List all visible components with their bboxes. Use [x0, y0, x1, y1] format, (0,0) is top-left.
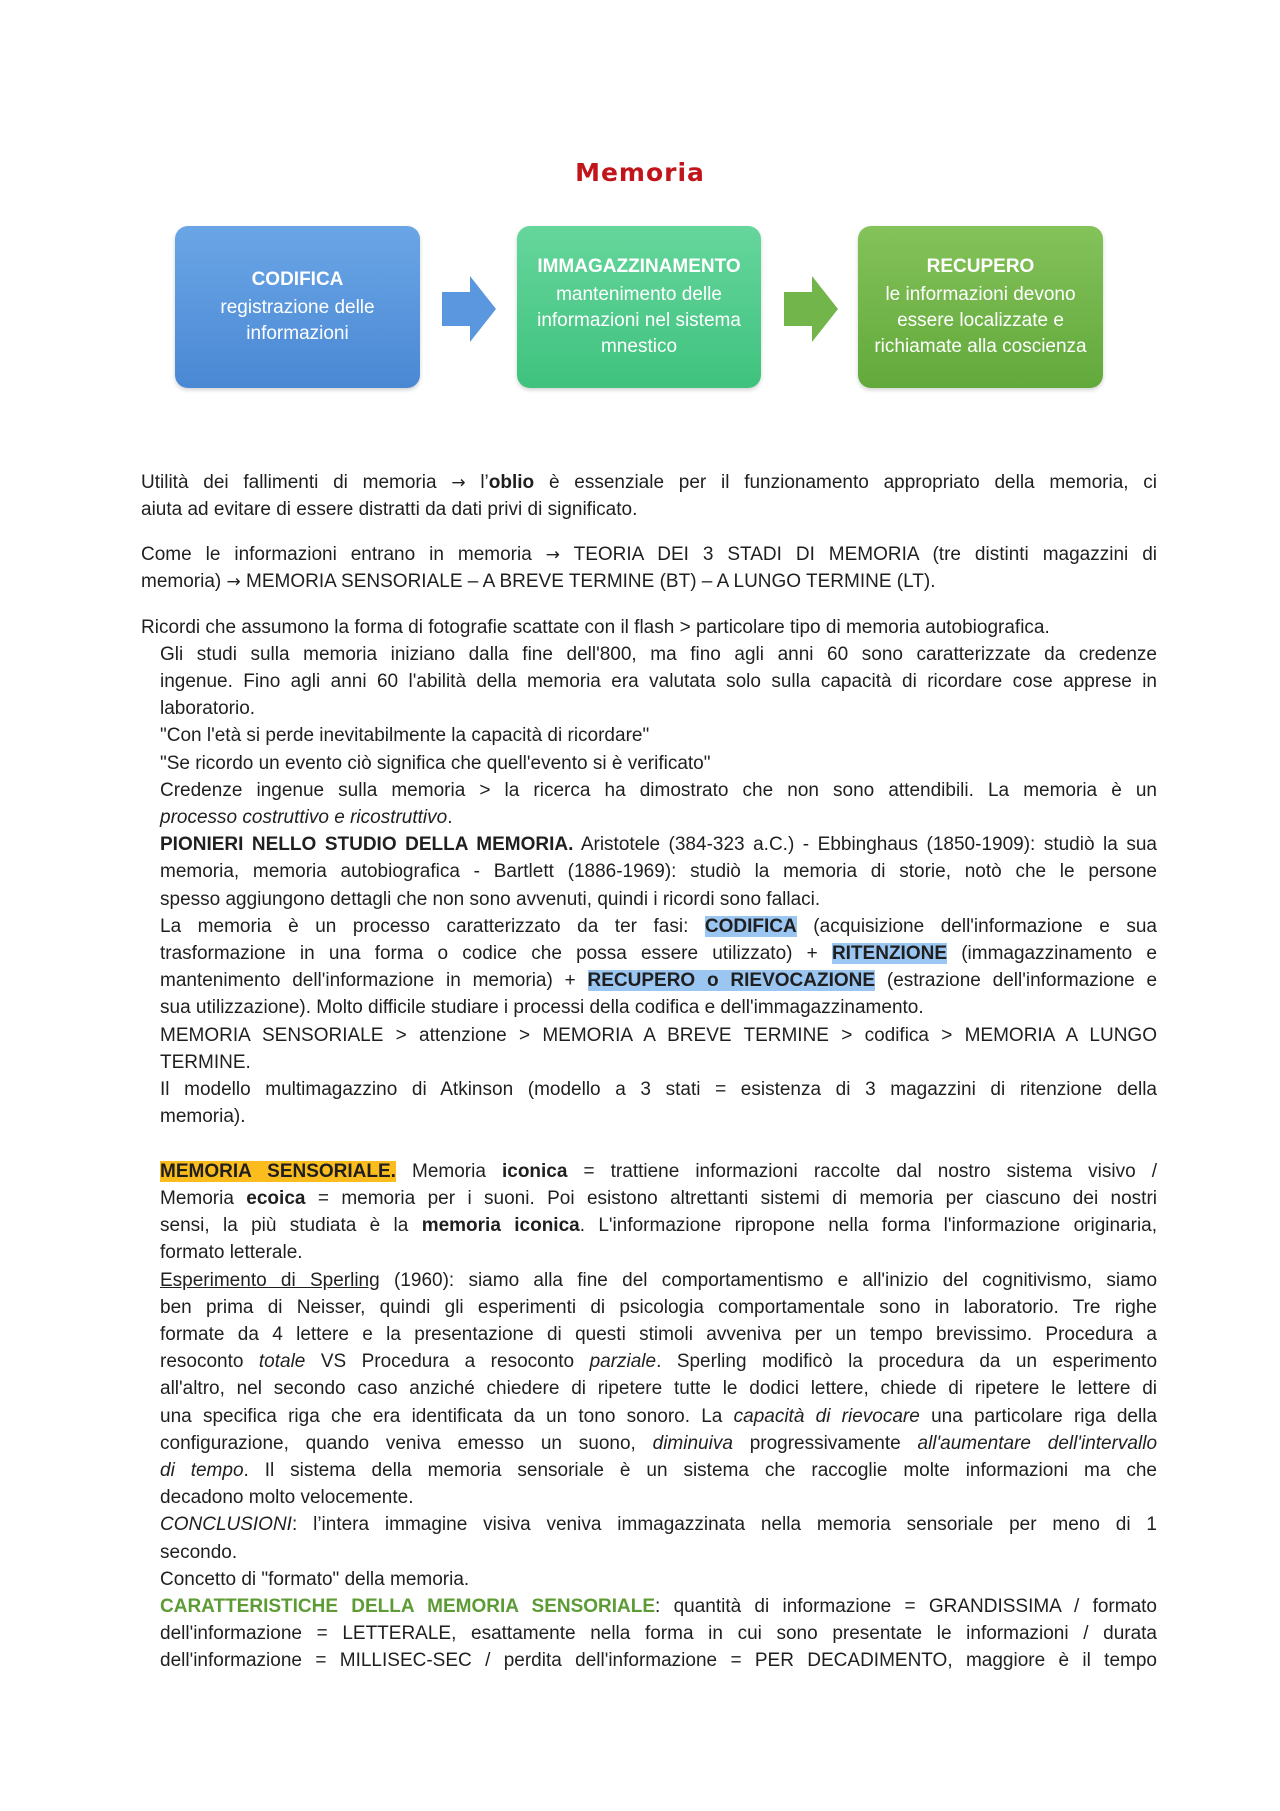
paragraph-line: MEMORIA SENSORIALE. Memoria iconica = trattiene informazioni raccolte dal nostro sistema visivo / [160, 1161, 1157, 1182]
arrow-right-icon: → [451, 473, 466, 493]
paragraph-line: memoria, memoria autobiografica - Bartlett (1886-1969): studiò la memoria di storie, notò che le persone [160, 861, 1157, 882]
arrow-right-icon: → [545, 545, 560, 565]
paragraph-line: "Se ricordo un evento ciò significa che quell'evento si è verificato" [160, 753, 711, 774]
paragraph-line: sua utilizzazione). Molto difficile studiare i processi della codifica e dell'immagazzinamento. [160, 997, 924, 1018]
paragraph-line: CONCLUSIONI: l’intera immagine visiva veniva immagazzinata nella memoria sensoriale per meno di 1 [160, 1514, 1157, 1535]
paragraph-line: Credenze ingenue sulla memoria > la ricerca ha dimostrato che non sono attendibili. La memoria è un [160, 780, 1157, 801]
paragraph-line: spesso aggiungono dettagli che non sono avvenuti, quindi i ricordi sono fallaci. [160, 889, 821, 910]
paragraph-line: dell'informazione = MILLISEC-SEC / perdita dell'informazione = PER DECADIMENTO, maggiore è il tempo [160, 1650, 1157, 1671]
arrow-right-icon [782, 274, 842, 344]
paragraph-line: decadono molto velocemente. [160, 1487, 414, 1508]
paragraph-line: una specifica riga che era identificata da un tono sonoro. La capacità di rievocare una particolare riga della [160, 1406, 1158, 1427]
paragraph-line: Come le informazioni entrano in memoria → TEORIA DEI 3 STADI DI MEMORIA (tre distinti magazzini di [141, 544, 1157, 565]
paragraph-line: trasformazione in una forma o codice che possa essere utilizzato) + RITENZIONE (immagazzinamento e [160, 943, 1158, 964]
flow-box-title: CODIFICA [251, 269, 344, 290]
paragraph-line: di tempo. Il sistema della memoria sensoriale è un sistema che raccoglie molte informazioni ma che [160, 1460, 1158, 1481]
paragraph-line: mantenimento dell'informazione in memoria) + RECUPERO o RIEVOCAZIONE (estrazione dell'informazione e [160, 970, 1158, 991]
paragraph-line: ingenue. Fino agli anni 60 l'abilità della memoria era valutata solo sulla capacità di ricordare cose apprese in [160, 671, 1157, 692]
paragraph-line: memoria). [160, 1106, 246, 1127]
paragraph-line: Il modello multimagazzino di Atkinson (modello a 3 stati = esistenza di 3 magazzini di ritenzione della [160, 1079, 1157, 1100]
flow-box-title: IMMAGAZZINAMENTO [537, 256, 741, 277]
paragraph-line: La memoria è un processo caratterizzato da ter fasi: CODIFICA (acquisizione dell'informazione e sua [160, 916, 1157, 937]
paragraph-line: CARATTERISTICHE DELLA MEMORIA SENSORIALE: quantità di informazione = GRANDISSIMA / formato [160, 1596, 1157, 1617]
paragraph-line: TERMINE. [160, 1052, 251, 1073]
paragraph-line: all'altro, nel secondo caso anziché chiedere di ripetere tutte le dodici lettere, chiede di ripetere le lettere di [160, 1378, 1157, 1399]
page-title: Memoria [575, 158, 705, 187]
paragraph-line: Memoria ecoica = memoria per i suoni. Poi esistono altrettanti sistemi di memoria per ciascuno dei nostri [160, 1188, 1158, 1209]
paragraph-line: MEMORIA SENSORIALE > attenzione > MEMORIA A BREVE TERMINE > codifica > MEMORIA A LUNGO [160, 1025, 1157, 1046]
paragraph-line: configurazione, quando veniva emesso un suono, diminuiva progressivamente all'aumentare dell'intervallo [160, 1433, 1158, 1454]
paragraph-line: dell'informazione = LETTERALE, esattamente nella forma in cui sono presentate le informazioni / durata [160, 1623, 1157, 1644]
paragraph-line: aiuta ad evitare di essere distratti da dati privi di significato. [141, 499, 638, 520]
paragraph-line: processo costruttivo e ricostruttivo. [160, 807, 453, 828]
flow-box-recupero [858, 226, 1103, 388]
paragraph-line: PIONIERI NELLO STUDIO DELLA MEMORIA. Aristotele (384-323 a.C.) - Ebbinghaus (1850-1909): studiò la sua [160, 834, 1157, 855]
paragraph-line: Esperimento di Sperling (1960): siamo alla fine del comportamentismo e all'inizio del cognitivismo, siamo [160, 1270, 1158, 1291]
paragraph-line: formato letterale. [160, 1242, 303, 1263]
paragraph-line: memoria) → MEMORIA SENSORIALE – A BREVE TERMINE (BT) – A LUNGO TERMINE (LT). [141, 571, 936, 592]
flow-box-immagazzinamento [517, 226, 761, 388]
paragraph-line: "Con l'età si perde inevitabilmente la capacità di ricordare" [160, 725, 650, 746]
paragraph-line: ben prima di Neisser, quindi gli esperimenti di psicologia comportamentale sono in laboratorio. Tre righe [160, 1297, 1157, 1318]
section-heading: CARATTERISTICHE DELLA MEMORIA SENSORIALE [160, 1596, 656, 1617]
flow-box-codifica [175, 226, 420, 388]
arrow-right-icon [440, 274, 500, 344]
paragraph-line: Ricordi che assumono la forma di fotografie scattate con il flash > particolare tipo di memoria autobiografica. [141, 617, 1050, 638]
paragraph-line: Concetto di "formato" della memoria. [160, 1569, 470, 1590]
paragraph-line: Utilità dei fallimenti di memoria → l’oblio è essenziale per il funzionamento appropriato della memoria, ci [141, 472, 1158, 493]
paragraph-line: Gli studi sulla memoria iniziano dalla fine dell'800, ma fino agli anni 60 sono caratterizzate da credenze [160, 644, 1157, 665]
flow-box-title: RECUPERO [926, 256, 1035, 277]
paragraph-line: secondo. [160, 1542, 238, 1563]
memory-process-diagram [0, 226, 1280, 391]
flow-box-desc: le informazioni devono essere localizzate e richiamate alla coscienza [874, 284, 1087, 357]
paragraph-line: laboratorio. [160, 698, 256, 719]
flow-box-desc: mantenimento delle informazioni nel sistema mnestico [537, 284, 741, 357]
section-heading: MEMORIA SENSORIALE. [160, 1161, 396, 1182]
paragraph-line: formate da 4 lettere e la presentazione di questi stimoli avveniva per un tempo brevissimo. Procedura a [160, 1324, 1157, 1345]
arrow-right-icon: → [226, 572, 241, 592]
paragraph-line: sensi, la più studiata è la memoria iconica. L'informazione ripropone nella forma l'informazione originaria, [160, 1215, 1158, 1236]
flow-box-desc: registrazione delle informazioni [220, 297, 375, 344]
paragraph-line: resoconto totale VS Procedura a resoconto parziale. Sperling modificò la procedura da un esperimento [160, 1351, 1158, 1372]
